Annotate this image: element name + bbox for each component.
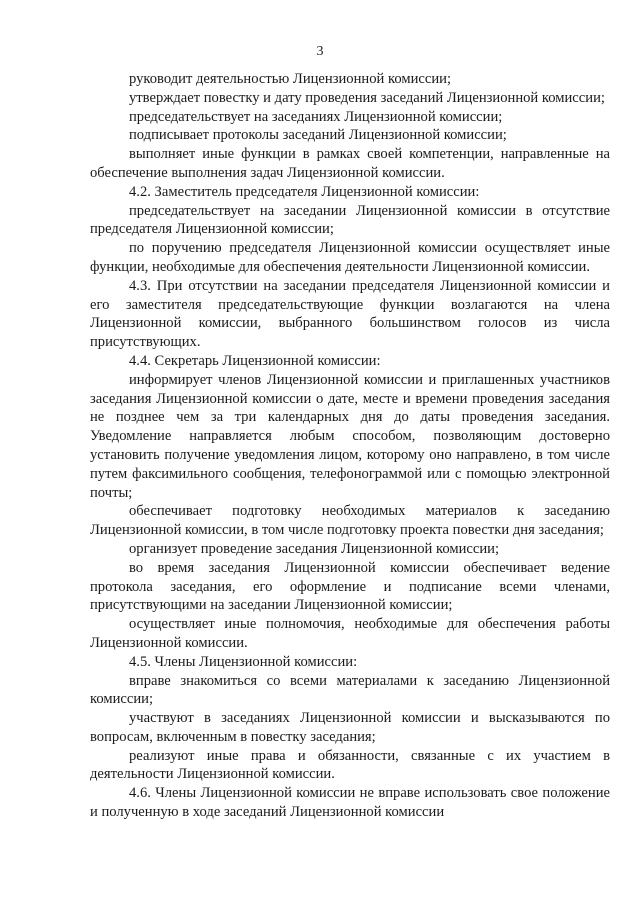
paragraph: по поручению председателя Лицензионной комиссии осуществляет иные функции, необходимые для обеспечения деятельности Лицензионной комиссии. xyxy=(90,240,610,275)
paragraph: участвуют в заседаниях Лицензионной комиссии и высказываются по вопросам, включенным в повестку заседания; xyxy=(90,710,610,745)
paragraph: реализуют иные права и обязанности, связанные с их участием в деятельности Лицензионной комиссии. xyxy=(90,747,610,783)
paragraph: вправе знакомиться со всеми материалами к заседанию Лицензионной комиссии; xyxy=(90,672,610,708)
paragraph: председательствует на заседании Лицензионной комиссии в отсутствие председателя Лицензионной комиссии; xyxy=(90,202,610,238)
paragraph: утверждает повестку и дату проведения заседаний Лицензионной комиссии; xyxy=(129,89,605,106)
section-heading: 4.5. Члены Лицензионной комиссии: xyxy=(129,653,358,670)
paragraph: 4.6. Члены Лицензионной комиссии не вправе использовать свое положение и полученную в ходе заседаний Лицензионной комиссии xyxy=(90,785,610,821)
paragraph: организует проведение заседания Лицензионной комиссии; xyxy=(129,540,500,557)
paragraph: 4.3. При отсутствии на заседании председателя Лицензионной комиссии и его заместителя председательствующие функции возлагаются на члена Лицензионной комиссии, выбранного большинством голосов из числа присутствующих. xyxy=(90,277,610,351)
page-number: 3 xyxy=(316,44,324,59)
paragraph: подписывает протоколы заседаний Лицензионной комиссии; xyxy=(129,127,507,144)
paragraph: информирует членов Лицензионной комиссии и приглашенных участников заседания Лицензионной комиссии о дате, месте и времени проведения заседания не позднее чем за три календарных дня до даты проведения заседания. Уведомление направляется любым способом, позволяющим достоверно установить получение уведомления лицом, которому оно направлено, в том числе путем факсимильного сообщения, телефонограммой или с помощью электронной почты; xyxy=(90,371,610,501)
paragraph: осуществляет иные полномочия, необходимые для обеспечения работы Лицензионной комиссии. xyxy=(90,616,610,651)
paragraph: во время заседания Лицензионной комиссии обеспечивает ведение протокола заседания, его оформление и подписание всеми членами, присутствующими на заседании Лицензионной комиссии; xyxy=(90,559,610,614)
paragraph: выполняет иные функции в рамках своей компетенции, направленные на обеспечение выполнения задач Лицензионной комиссии. xyxy=(90,146,610,181)
paragraph: руководит деятельностью Лицензионной комиссии; xyxy=(129,71,452,87)
paragraph: председательствует на заседаниях Лицензионной комиссии; xyxy=(129,108,503,125)
paragraph: обеспечивает подготовку необходимых материалов к заседанию Лицензионной комиссии, в том числе подготовку проекта повестки дня заседания; xyxy=(90,503,610,539)
section-heading: 4.2. Заместитель председателя Лицензионной комиссии: xyxy=(129,183,480,200)
section-heading: 4.4. Секретарь Лицензионной комиссии: xyxy=(129,352,381,369)
document-body xyxy=(90,70,610,822)
